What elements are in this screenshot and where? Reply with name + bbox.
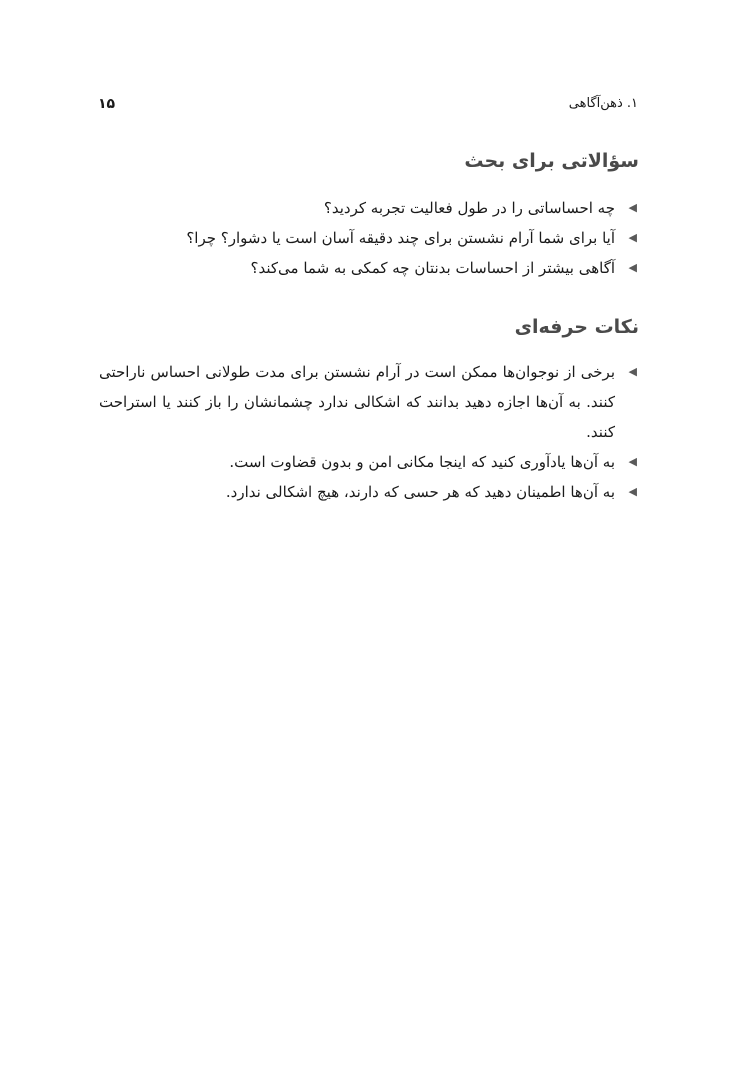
triangle-bullet-icon: ◀ xyxy=(628,261,637,274)
list-item xyxy=(99,193,639,223)
professional-tips-list xyxy=(99,357,639,507)
list-item xyxy=(99,447,639,477)
section-heading-discussion-questions: سؤالاتی برای بحث xyxy=(464,150,639,172)
triangle-bullet-icon: ◀ xyxy=(628,485,637,498)
list-item-text: آیا برای شما آرام نشستن برای چند دقیقه آسان است یا دشوار؟ چرا؟ xyxy=(186,229,615,247)
list-item-text: چه احساساتی را در طول فعالیت تجربه کردید؟ xyxy=(323,199,615,217)
triangle-bullet-icon: ◀ xyxy=(628,231,637,244)
discussion-questions-list xyxy=(99,193,639,283)
list-item xyxy=(99,477,639,507)
list-item-text: به آن‌ها اطمینان دهید که هر حسی که دارند، هیچ اشکالی ندارد. xyxy=(225,483,615,501)
chapter-title: ۱. ذهن‌آگاهی xyxy=(568,96,638,111)
list-item xyxy=(99,253,639,283)
triangle-bullet-icon: ◀ xyxy=(628,365,637,378)
list-item xyxy=(99,357,639,447)
triangle-bullet-icon: ◀ xyxy=(628,201,637,214)
running-header xyxy=(98,96,638,116)
section-heading-professional-tips: نکات حرفه‌ای xyxy=(514,316,639,338)
list-item-text: به آن‌ها یادآوری کنید که اینجا مکانی امن و بدون قضاوت است. xyxy=(229,453,615,471)
triangle-bullet-icon: ◀ xyxy=(628,455,637,468)
list-item-text: آگاهی بیشتر از احساسات بدنتان چه کمکی به شما می‌کند؟ xyxy=(250,259,615,277)
list-item-text: برخی از نوجوان‌ها ممکن است در آرام نشستن برای مدت طولانی احساس ناراحتی کنند. به آن‌ها اجازه دهید بدانند که اشکالی ندارد چشمانشان را باز کنند یا استراحت کنند. xyxy=(99,363,615,441)
list-item xyxy=(99,223,639,253)
page-number: ۱۵ xyxy=(98,96,116,112)
